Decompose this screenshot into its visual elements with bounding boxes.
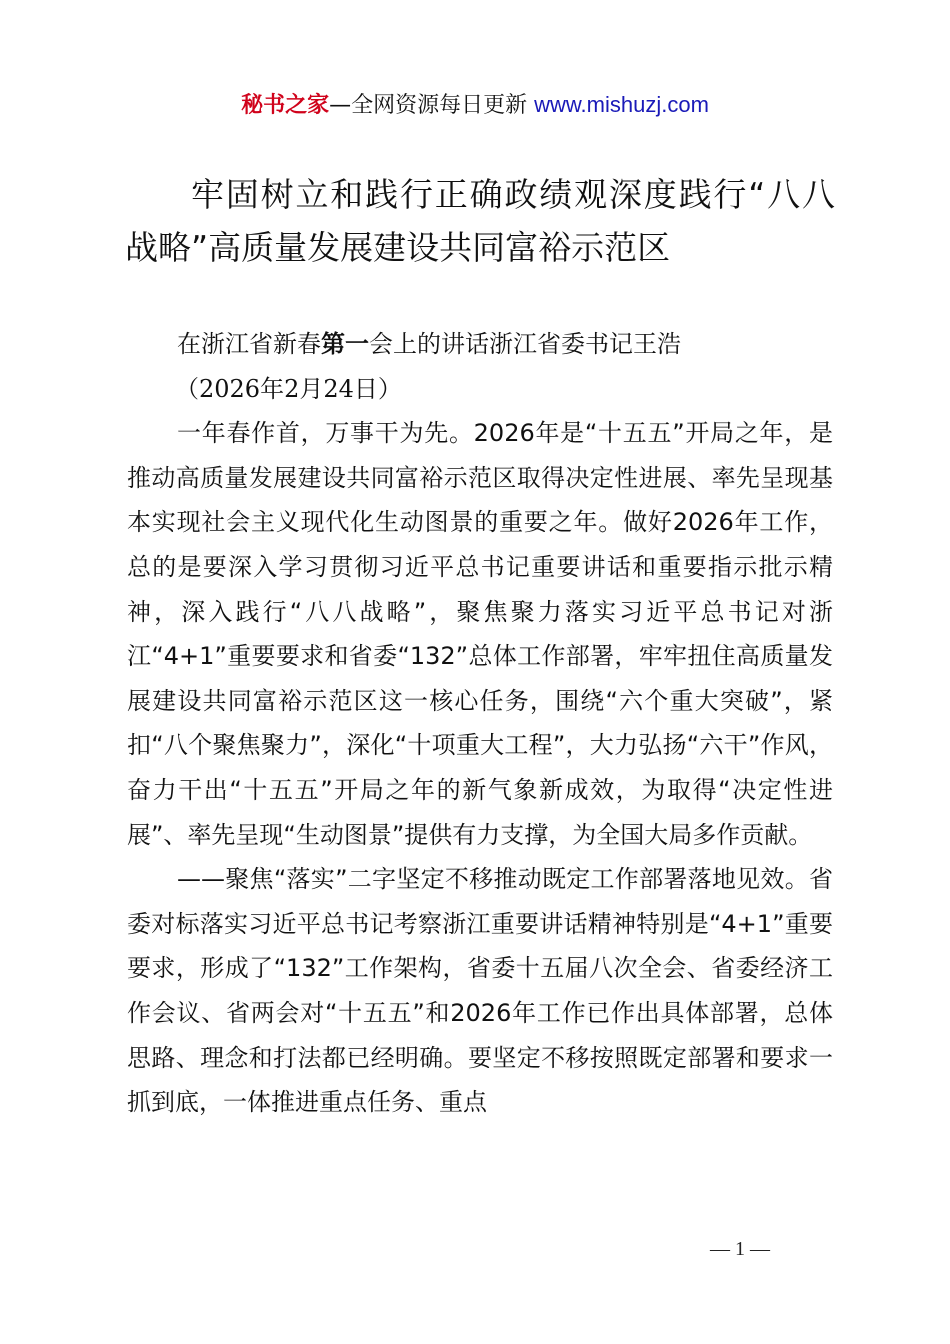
document-body	[127, 322, 833, 1125]
brand-name: 秘书之家	[241, 93, 330, 118]
subtitle-bold: 第一	[321, 330, 369, 358]
subtitle-prefix: 在浙江省新春	[177, 330, 321, 358]
site-header	[0, 90, 950, 121]
site-url-link[interactable]: www.mishuzj.com	[534, 92, 709, 117]
subtitle-suffix: 会上的讲话浙江省委书记王浩	[369, 330, 681, 358]
paragraph-intro: 一年春作首，万事干为先。2026年是“十五五”开局之年，是推动高质量发展建设共同富裕示范区取得决定性进展、率先呈现基本实现社会主义现代化生动图景的重要之年。做好2026年工作，总的是要深入学习贯彻习近平总书记重要讲话和重要指示批示精神，深入践行“八八战略”，聚焦聚力落实习近平总书记对浙江“4+1”重要要求和省委“132”总体工作部署，牢牢扭住高质量发展建设共同富裕示范区这一核心任务，围绕“六个重大突破”，紧扣“八个聚焦聚力”，深化“十项重大工程”，大力弘扬“六干”作风，奋力干出“十五五”开局之年的新气象新成效，为取得“决定性进展”、率先呈现“生动图景”提供有力支撑，为全国大局多作贡献。	[127, 419, 833, 849]
document-title: 牢固树立和践行正确政绩观深度践行“八八战略”高质量发展建设共同富裕示范区	[125, 175, 835, 267]
speech-subtitle	[127, 322, 833, 367]
speech-date: （2026年2月24日）	[175, 374, 402, 403]
header-tagline: —全网资源每日更新	[329, 93, 528, 118]
page-number: — 1 —	[710, 1238, 770, 1260]
paragraph-focus-implementation: ——聚焦“落实”二字坚定不移推动既定工作部署落地见效。省委对标落实习近平总书记考察浙江重要讲话精神特别是“4+1”重要要求，形成了“132”工作架构，省委十五届八次全会、省委经济工作会议、省两会对“十五五”和2026年工作已作出具体部署，总体思路、理念和打法都已经明确。要坚定不移按照既定部署和要求一抓到底，一体推进重点任务、重点	[127, 865, 833, 1117]
